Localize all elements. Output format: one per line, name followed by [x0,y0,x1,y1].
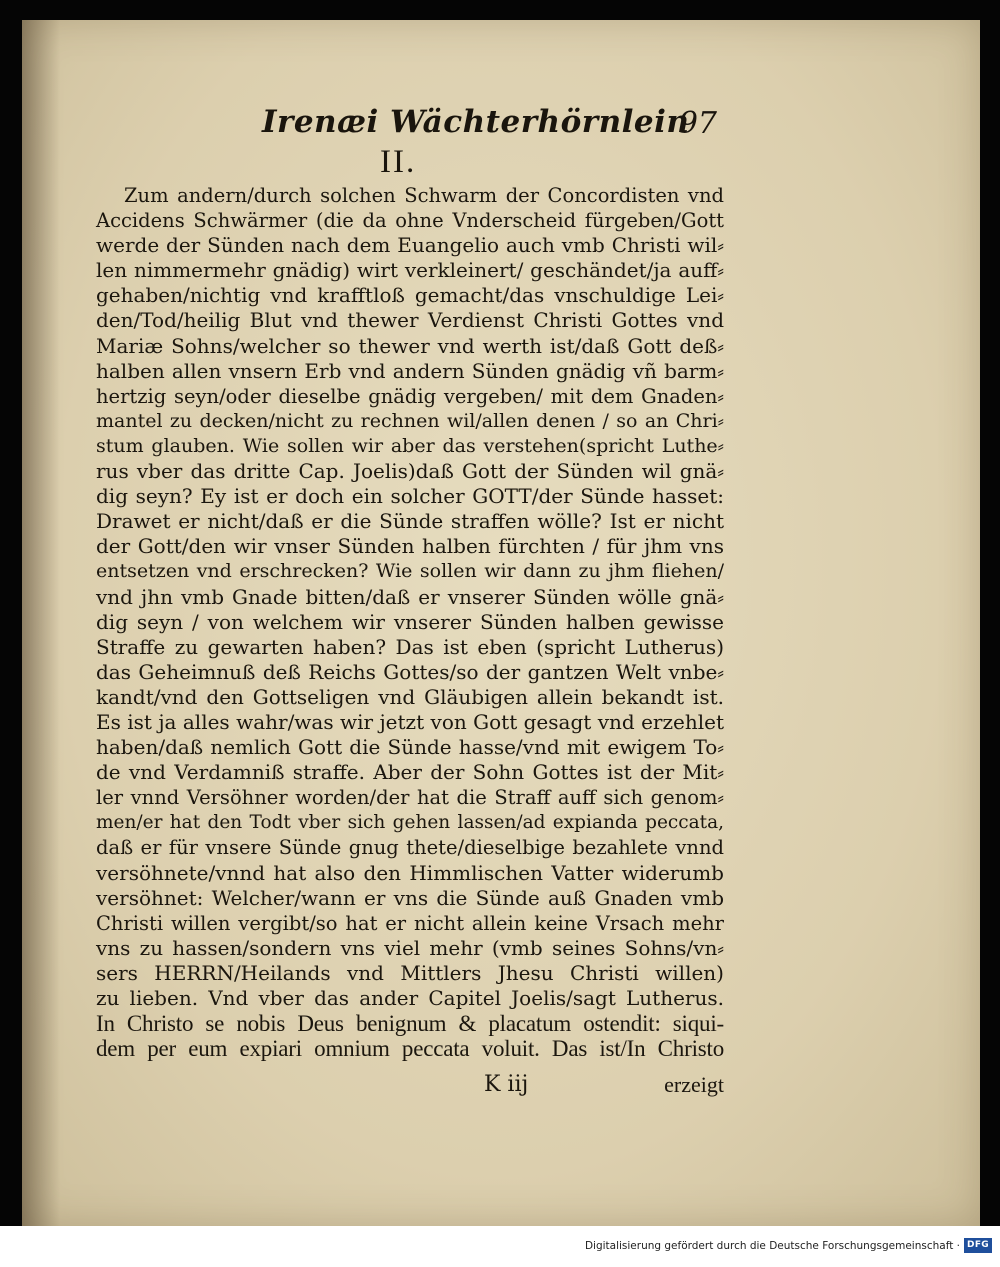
page-gutter-shadow [22,20,60,1226]
page-number: 97 [678,106,717,141]
text-line: hertzig seyn/oder dieselbe gnädig vergeben/ mit dem Gnaden⸗ [96,384,724,408]
text-line: werde der Sünden nach dem Euangelio auch vmb Christi wil⸗ [96,233,724,258]
text-line: halben allen vnsern Erb vnd andern Sünden gnädig vñ barm⸗ [96,358,724,383]
body-text [96,183,724,1061]
funding-credit: Digitalisierung gefördert durch die Deutsche Forschungsgemeinschaft · [584,1240,960,1252]
text-line: entsetzen vnd erschrecken? Wie sollen wir dann zu jhm fliehen/ [96,560,724,583]
text-line: gehaben/nichtig vnd krafftloß gemacht/das vnschuldige Lei⸗ [96,283,724,308]
running-title: Irenæi Wächterhörnlein [262,104,690,140]
text-line: den/Tod/heilig Blut vnd thewer Verdienst Christi Gottes vnd [96,308,724,333]
dfg-logo: DFG [964,1238,992,1253]
text-line: das Geheimnuß deß Reichs Gottes/so der gantzen Welt vnbe⸗ [96,659,724,684]
text-line: dig seyn? Ey ist er doch ein solcher GOTT/der Sünde hasset: [96,484,724,509]
text-line: der Gott/den wir vnser Sünden halben fürchten / für jhm vns [96,534,724,559]
text-line: Drawet er nicht/daß er die Sünde straffen wölle? Ist er nicht [96,509,724,534]
text-line: haben/daß nemlich Gott die Sünde hasse/vnd mit ewigem To⸗ [96,735,724,760]
text-line: ler vnnd Versöhner worden/der hat die Straff auff sich genom⸗ [96,786,724,810]
text-line: In Christo se nobis Deus benignum & placatum ostendit: siqui- [96,1011,724,1037]
section-number: II. [380,144,417,180]
text-line: daß er für vnsere Sünde gnug thete/dieselbige bezahlete vnnd [96,836,724,860]
page-header [262,98,717,158]
text-line: sers HERRN/Heilands vnd Mittlers Jhesu Christi willen) [96,960,724,985]
text-line: stum glauben. Wie sollen wir aber das verstehen(spricht Luthe⸗ [96,434,724,457]
text-line: len nimmermehr gnädig) wirt verkleinert/ geschändet/ja auff⸗ [96,258,724,283]
signature-mark: K iij [484,1072,529,1097]
text-line: dig seyn / von welchem wir vnserer Sünden halben gewisse [96,609,724,634]
text-line: men/er hat den Todt vber sich gehen lassen/ad expianda peccata, [96,812,724,834]
text-line: zu lieben. Vnd vber das ander Capitel Joelis/sagt Lutherus. [96,986,724,1010]
catchword: erzeigt [664,1072,724,1097]
text-line: Straffe zu gewarten haben? Das ist eben (spricht Lutherus) [96,634,724,659]
text-line: mantel zu decken/nicht zu rechnen wil/allen denen / so an Chri⸗ [96,409,724,432]
text-line: rus vber das dritte Cap. Joelis)daß Gott der Sünden wil gnä⸗ [96,459,724,484]
text-line: Accidens Schwärmer (die da ohne Vnderscheid fürgeben/Gott [96,209,724,233]
text-line: Christi willen vergibt/so hat er nicht allein keine Vrsach mehr [96,911,724,935]
text-line: Zum andern/durch solchen Schwarm der Concordisten vnd [124,184,724,207]
footer-bar [0,1226,1000,1267]
text-line: vns zu hassen/sondern vns viel mehr (vmb seines Sohns/vn⸗ [96,935,724,960]
text-line: dem per eum expiari omnium peccata voluit. Das ist/In Christo [96,1036,724,1062]
text-line: versöhnet: Welcher/wann er vns die Sünde auß Gnaden vmb [96,885,724,910]
text-line: kandt/vnd den Gottseligen vnd Gläubigen allein bekandt ist. [96,684,724,709]
text-line: de vnd Verdamniß straffe. Aber der Sohn Gottes ist der Mit⸗ [96,760,724,785]
text-line: Es ist ja alles wahr/was wir jetzt von Gott gesagt vnd erzehlet [96,709,724,734]
text-line: Mariæ Sohns/welcher so thewer vnd werth ist/daß Gott deß⸗ [96,333,724,358]
text-line: versöhnete/vnnd hat also den Himmlischen Vatter widerumb [96,860,724,885]
text-line: vnd jhn vmb Gnade bitten/daß er vnserer Sünden wölle gnä⸗ [96,584,724,609]
catchline [96,1072,724,1102]
